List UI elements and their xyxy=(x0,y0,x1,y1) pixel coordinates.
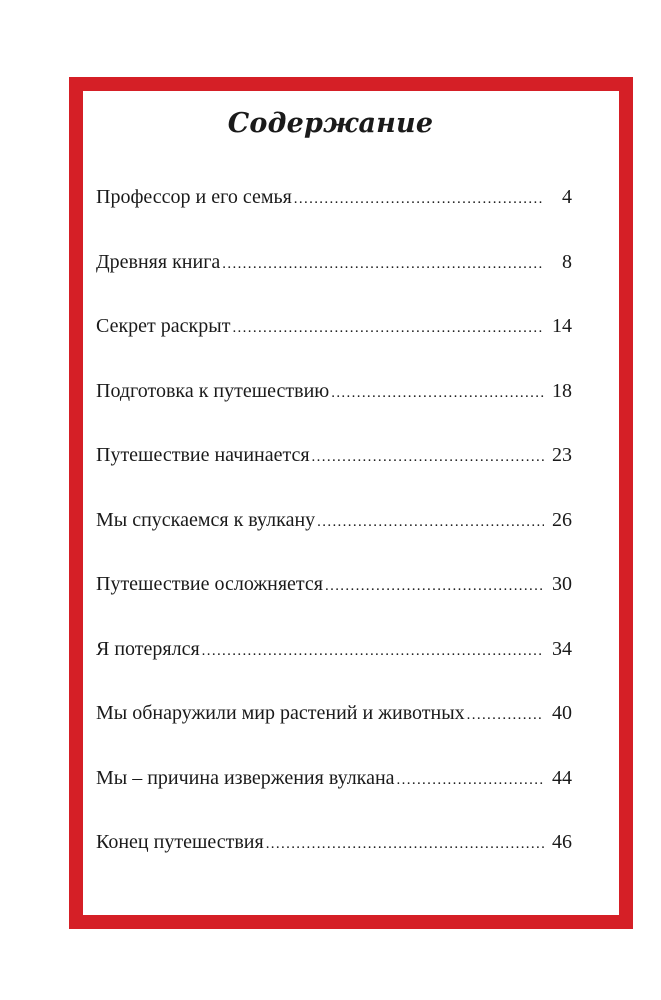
toc-entry xyxy=(96,638,572,703)
toc-dot-leader xyxy=(467,707,544,724)
toc-entry-page: 34 xyxy=(552,637,572,660)
toc-entry-page: 8 xyxy=(562,250,572,273)
toc-entry-page: 26 xyxy=(552,508,572,531)
toc-entry-page: 18 xyxy=(552,379,572,402)
toc-entry xyxy=(96,380,572,445)
toc-entry xyxy=(96,315,572,380)
toc-dot-leader xyxy=(317,514,544,531)
toc-entry xyxy=(96,831,572,896)
toc-entry xyxy=(96,444,572,509)
toc-entry-label: Профессор и его семья xyxy=(96,186,292,208)
toc-dot-leader xyxy=(222,256,544,273)
toc-entry-label: Мы спускаемся к вулкану xyxy=(96,508,316,531)
toc-entry-page: 23 xyxy=(552,444,572,466)
toc-entry xyxy=(96,509,572,574)
toc-entry xyxy=(96,702,572,767)
toc-entry-label: Мы – причина извержения вулкана xyxy=(96,766,395,789)
toc-entry-page: 4 xyxy=(562,186,572,208)
toc-dot-leader xyxy=(397,772,544,789)
toc-entry-page: 40 xyxy=(552,702,572,724)
toc-dot-leader xyxy=(202,643,544,660)
toc-dot-leader xyxy=(232,320,544,337)
toc-entry-page: 14 xyxy=(552,315,572,337)
toc-entry-page: 46 xyxy=(552,831,572,853)
toc-entry-label: Подготовка к путешествию xyxy=(96,379,330,402)
toc-entry xyxy=(96,186,572,251)
page-title: Содержание xyxy=(227,108,434,139)
toc-dot-leader xyxy=(294,191,544,208)
toc-entry-label: Я потерялся xyxy=(96,637,200,660)
toc-dot-leader xyxy=(266,836,544,853)
toc-entry-label: Мы обнаружили мир растений и животных xyxy=(96,702,465,724)
toc-dot-leader xyxy=(312,449,544,466)
table-of-contents xyxy=(96,186,572,896)
toc-entry-label: Секрет раскрыт xyxy=(96,315,231,337)
toc-entry xyxy=(96,573,572,638)
toc-entry-label: Древняя книга xyxy=(96,250,221,273)
toc-dot-leader xyxy=(325,578,544,595)
toc-entry-page: 44 xyxy=(552,766,572,789)
toc-entry-page: 30 xyxy=(552,573,572,595)
toc-dot-leader xyxy=(331,385,544,402)
toc-entry-label: Путешествие начинается xyxy=(96,444,310,466)
toc-entry-label: Путешествие осложняется xyxy=(96,573,323,595)
toc-entry xyxy=(96,251,572,316)
toc-entry xyxy=(96,767,572,832)
toc-entry-label: Конец путешествия xyxy=(96,831,264,853)
